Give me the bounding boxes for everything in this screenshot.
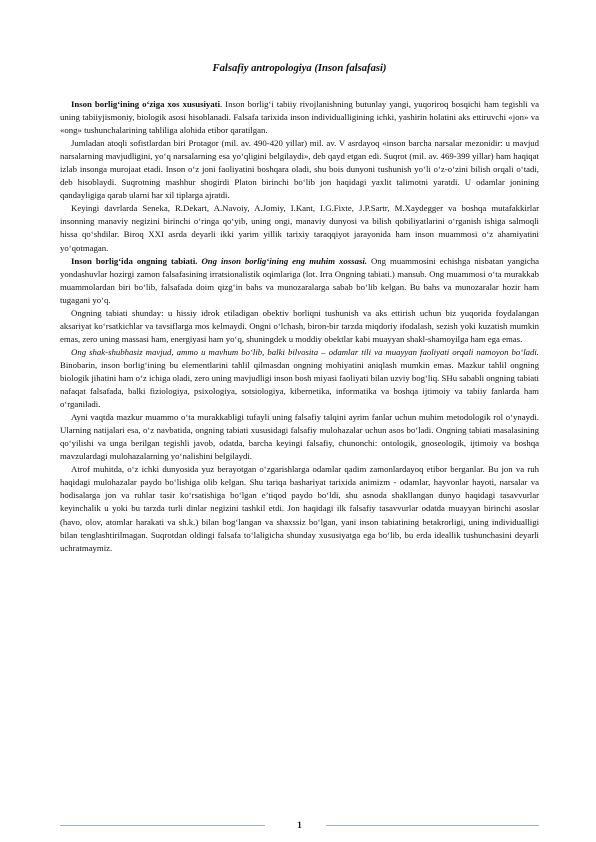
footer-rule-right [326, 825, 539, 826]
paragraph-6-italic: Ong shak-shubhasiz mavjud, ammo u mavhum bo‘lib, balki bilvosita – odamlar tili va muayyan faoliyati orqali namoyon bo‘ladi. [71, 346, 539, 357]
paragraph-1-lead: Inson borlig‘ining o‘ziga xos xususiyati [71, 99, 221, 109]
paragraph-2: Jumladan atoqli sofistlardan biri Protagor (mil. av. 490-420 yillar) mil. av. V asrdayoq «inson barcha narsalar mezonidir: u mavjud narsalarning mavjudligini, yo‘q narsalarning esa yo‘qligini belgilaydi», deb qayd etgan edi. Suqrot (mil. av. 469-399 yillar) ham haqiqat izlab insonga murojaat etadi. Inson o‘z joni faoliyatini boshqara oladi, shu bois dunyoni tushunish yo‘li o‘z-o‘zini bilish orqali o‘tadi, deb hisoblaydi. Suqrotning mashhur shogirdi Platon birinchi bo‘lib jon haqidagi yaxlit talimotni yaratdi. U odamlar jonining qandayligiga qarab ularni har xil tiplarga ajratdi. [60, 138, 539, 201]
paragraph-1-text: . Inson borlig‘i tabiiy rivojlanishning butunlay yangi, yuqoriroq bosqichi ham tegishli va uning tabiiyjismoniy, biologik asosi hisoblanadi. Falsafa tarixida inson individualligining ichki, yashirin holatini aks ettiruvchi «jon» va «ong» tushunchalarining tahliliga alohida etibor qaratilgan. [60, 99, 539, 136]
paragraph-4 [60, 255, 539, 307]
paragraph-4-lead-italic: Ong inson borlig‘ining eng muhim xossasi. [197, 255, 367, 266]
paragraph-4-text: Ong muammosini echishga nisbatan yangicha yondashuvlar hozirgi zamon falsafasining irratsionalistik oqimlariga (lot. Irra Ongning tabiati.) mansub. Ong muammosi o‘ta murakkab muammolardan biri bo‘lib, falsafada doim qizg‘in bahs va munozaralarga sabab bo‘lib kelgan. Bu bahs va munozaralar hozir ham tugagani yo‘q. [60, 255, 540, 305]
paragraph-6 [60, 346, 539, 411]
paragraph-4-lead: Inson borlig‘ida ongning tabiati. [71, 255, 198, 266]
paragraph-8: Atrof muhitda, o‘z ichki dunyosida yuz berayotgan o‘zgarishlarga odamlar qadim zamonlardayoq etibor berganlar. Bu jon va ruh haqidagi mulohazalar paydo bo‘lishiga olib kelgan. Shu tariqa bashariyat tarixida animizm - odamlar, hayvonlar hayoti, narsalar va hodisalarga jon va ruhlar tasir ko‘rsatishiga bo‘lgan e’tiqod paydo bo‘ldi, shu asnoda shakllangan dunyo haqidagi tasavvurlar keyinchalik u yoki bu tarzda turli dinlar negizini tashkil etdi. Jon haqidagi ilk falsafiy tasavvurlar odatda muayyan birinchi asoslar (havo, olov, atomlar harakati va sh.k.) bilan bog‘langan va shaxssiz bo‘lgan, yani inson tabiatining betakrorligi, uning individualligi bilan tenglashtirilmagan. Suqrotdan oldingi falsafa to‘laligicha shunday xususiyatga ega bo‘lib, bu erda ideallik tushunchasini deyarli uchratmaymiz. [60, 464, 539, 553]
page-number: 1 [297, 820, 302, 830]
document-page [60, 62, 539, 555]
paragraph-6-text: Binobarin, inson borlig‘ining bu elementlarini tahlil qilmasdan ongning mohiyatini aniqlash mumkin emas. Mazkur tahlil ongning biologik jihatini ham o‘z ichiga oladi, zero uning mavjudligi inson bosh miyasi faoliyati bilan uzviy bog‘liq. SHu sababli ongning tabiati nafaqat falsafada, balki fiziologiya, psixologiya, sotsiologiya, kibernetika, informatika va boshqa ijtimoiy va tabiiy fanlarda ham o‘rganiladi. [60, 359, 539, 410]
document-body [60, 98, 539, 555]
paragraph-5: Ongning tabiati shunday: u hissiy idrok etiladigan obektiv borliqni tushunish va aks ettirish uchun biz yuqorida foydalangan aksariyat ko‘rsatkichlar va tavsiflarga mos kelmaydi. Ongni o‘lchash, biron-bir tarzda miqdoriy ifodalash, sezish yoki kuzatish mumkin emas, zero uning massasi ham, energiyasi ham yo‘q, shuningdek u moddiy obektlar kabi muayyan shakl-shamoyilga ham ega emas. [60, 307, 539, 344]
paragraph-1 [60, 98, 539, 137]
paragraph-7: Ayni vaqtda mazkur muammo o‘ta murakkabligi tufayli uning falsafiy talqini ayrim fanlar uchun muhim metodologik rol o‘ynaydi. Ularning natijalari esa, o‘z navbatida, ongning tabiati xususidagi falsafiy mulohazalar uchun asos bo‘ladi. Ongning tabiati masalasining qo‘yilishi va unga berilgan tegishli javob, odatda, barcha keyingi falsafiy, chunonchi: ontologik, gnoseologik, ijtimoiy va boshqa mavzulardagi mulohazalarning yo‘nalishini belgilaydi. [60, 412, 539, 462]
page-footer [60, 818, 539, 832]
paragraph-3: Keyingi davrlarda Seneka, R.Dekart, A.Navoiy, A.Jomiy, I.Kant, I.G.Fixte, J.P.Sartr, M.Xaydegger va boshqa mutafakkirlar insonning manaviy negizini birinchi o‘ringa qo‘yib, uning ongi, manaviy dunyosi va bilish qobiliyatlarini o‘rganish ishiga salmoqli hissa qo‘shdilar. Biroq XXI asrda deyarli ikki yarim yillik tarixiy taraqqiyot jarayonida ham inson muammosi o‘z ahamiyatini yo‘qotmagan. [60, 203, 539, 253]
document-title: Falsafiy antropologiya (Inson falsafasi) [212, 63, 387, 74]
